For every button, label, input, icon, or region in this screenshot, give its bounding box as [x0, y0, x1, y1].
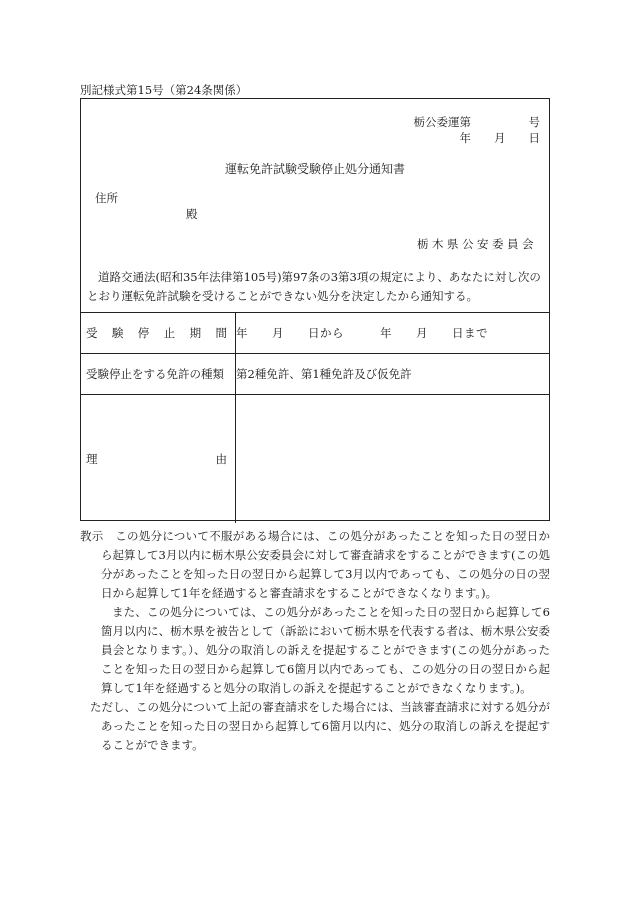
notice-body: 道路交通法(昭和35年法律第105号)第97条の3第3項の規定により、あなたに対し次のとおり運転免許試験を受けることができない処分を決定したから通知する。: [87, 270, 541, 303]
period-label-char: 間: [215, 326, 227, 340]
document-title: 運転免許試験受験停止処分通知書: [224, 162, 405, 176]
license-type-value: 第2種免許、第1種免許及び仮免許: [236, 354, 551, 395]
issuer-name: 栃木県公安委員会: [417, 237, 537, 251]
table-row: [80, 395, 550, 524]
period-label-char: 止: [163, 326, 176, 340]
period-value: 年 月 日から 年 月 日まで: [236, 313, 551, 354]
instruction-text: この処分について不服がある場合には、この処分があったことを知った日の翌日から起算して3月以内に栃木県公安委員会に対して審査請求をすることができます(この処分があったことを知った日の翌日から起算して3月以内であっても、この処分の日の翌日から起算して1年を経過すると審査請求をすることができなくなります。)。: [101, 529, 550, 600]
instruction-lead: 教示: [80, 529, 104, 543]
document-number: 栃公委運第 号: [413, 115, 540, 129]
reason-label-char: 由: [215, 452, 227, 466]
reason-label-char: 理: [86, 452, 98, 466]
reason-value: [236, 395, 551, 524]
table-row: [80, 313, 550, 354]
reason-label: [80, 395, 236, 524]
period-label-char: 験: [111, 326, 124, 340]
instruction-paragraph: また、この処分については、この処分があったことを知った日の翌日から起算して6箇月以内に、栃木県を被告として（訴訟において栃木県を代表する者は、栃木県公安委員会となります。）、処分の取消しの訴えを提起することができます(この処分があったことを知った日の翌日から起算して6箇月以内であっても、この処分の日の翌日から起算して1年を経過すると処分の取消しの訴えを提起することができなくなります。)。: [101, 605, 550, 695]
appeal-instructions: [80, 527, 550, 755]
period-label-char: 停: [137, 326, 150, 340]
table-row: [80, 354, 550, 395]
address-label: 住所: [95, 191, 118, 205]
instruction-paragraph: ただし、この処分について上記の審査請求をした場合には、当該審査請求に対する処分があったことを知った日の翌日から起算して6箇月以内に、処分の取消しの訴えを提起することができます。: [90, 700, 550, 752]
license-type-label: 受験停止をする免許の種類: [80, 354, 236, 395]
recipient-honorific: 殿: [186, 207, 198, 221]
instruction-paragraph: [80, 527, 550, 603]
period-label-char: 受: [86, 326, 98, 340]
suspension-details-table: [80, 312, 550, 523]
document-date: 年 月 日: [459, 131, 540, 145]
period-label: [80, 313, 236, 354]
period-label-char: 期: [189, 326, 202, 340]
form-number-label: 別記様式第15号（第24条関係）: [80, 83, 248, 97]
